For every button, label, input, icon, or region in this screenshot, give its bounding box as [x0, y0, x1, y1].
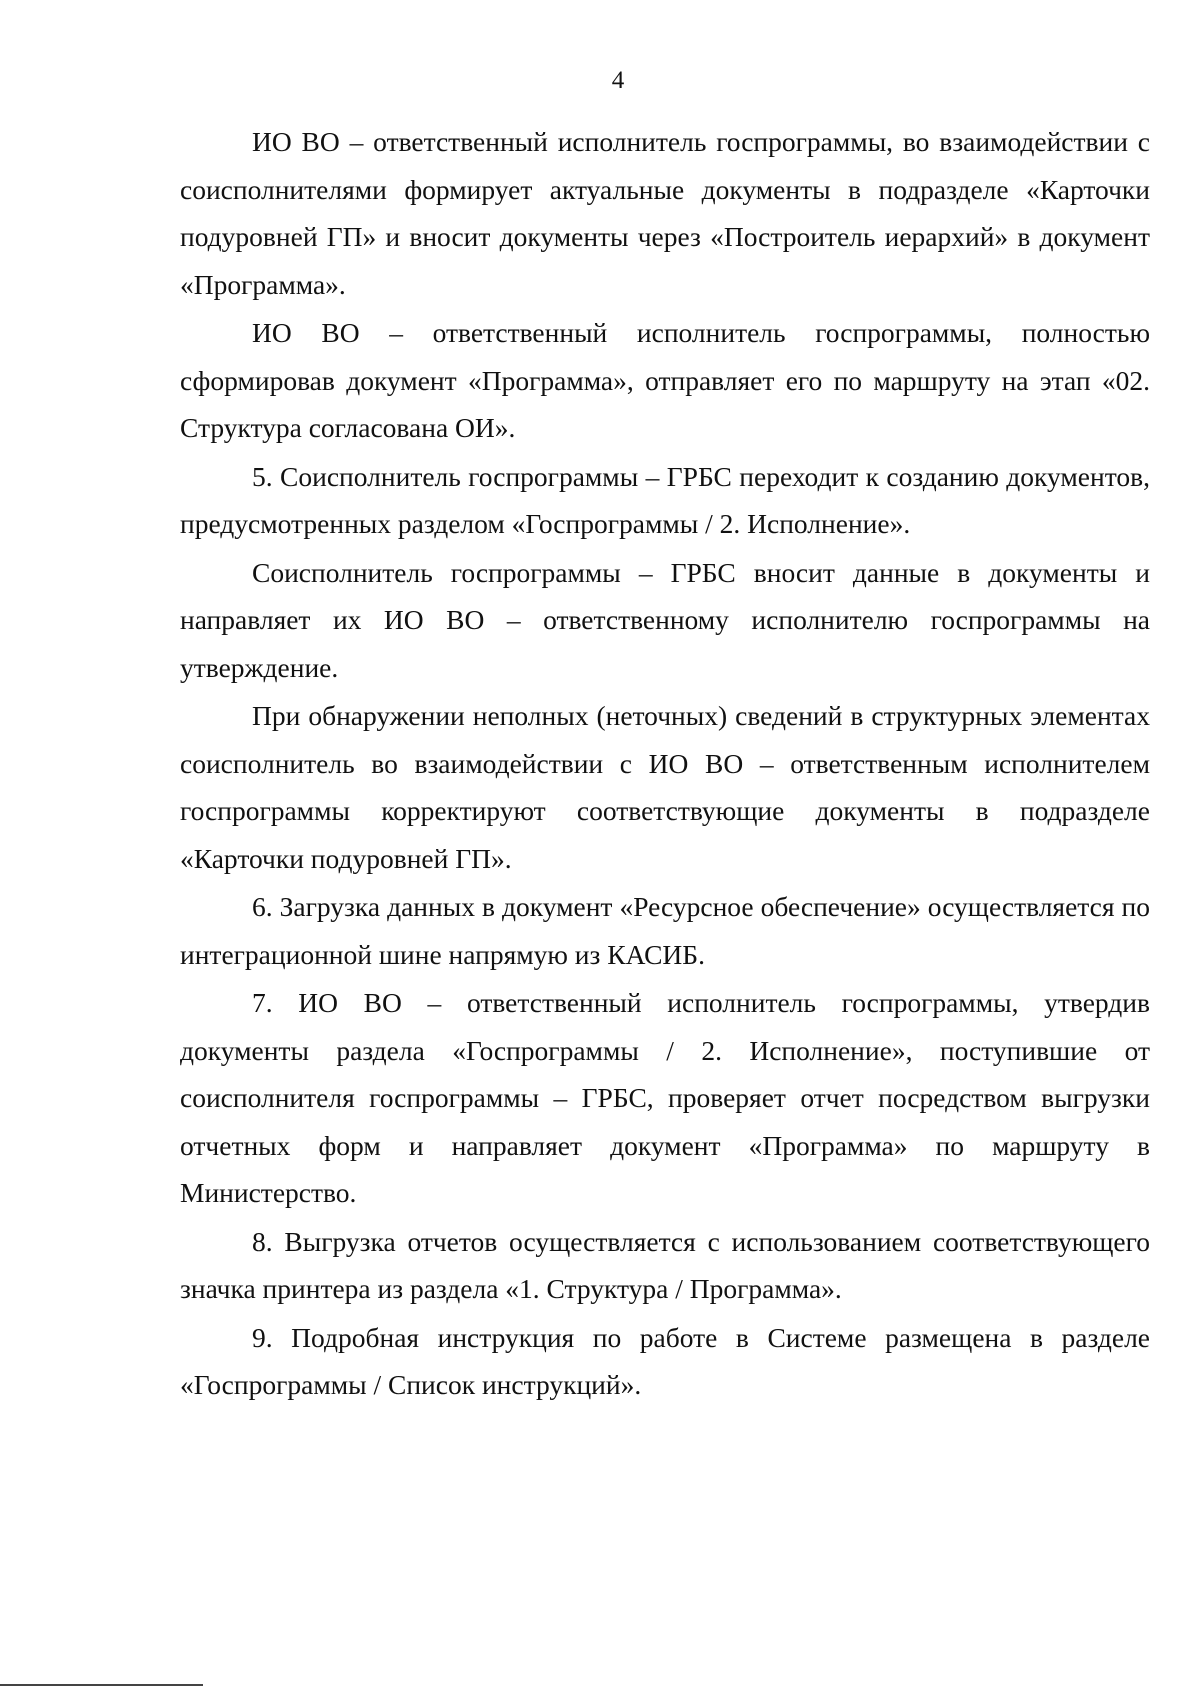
paragraph-item-6: 6. Загрузка данных в документ «Ресурсное обеспечение» осуществляется по интеграционной шине напрямую из КАСИБ. — [180, 891, 1150, 970]
page-number: 4 — [611, 67, 625, 94]
paragraph-item-7: 7. ИО ВО – ответственный исполнитель госпрограммы, утвердив документы раздела «Госпрограммы / 2. Исполнение», поступившие от соисполнителя госпрограммы – ГРБС, проверяет отчет посредством выгрузки отчетных форм и направляет документ «Программа» по маршруту в Министерство. — [180, 987, 1150, 1208]
paragraph-io-vo-sends-program: ИО ВО – ответственный исполнитель госпрограммы, полностью сформировав документ «Программа», отправляет его по маршруту на этап «02. Структура согласована ОИ». — [180, 317, 1150, 443]
document-body — [180, 118, 1150, 1410]
paragraph-item-8: 8. Выгрузка отчетов осуществляется с использованием соответствующего значка принтера из раздела «1. Структура / Программа». — [180, 1225, 1150, 1304]
paragraph-item-5: 5. Соисполнитель госпрограммы – ГРБС переходит к созданию документов, предусмотренных разделом «Госпрограммы / 2. Исполнение». — [180, 460, 1150, 539]
paragraph-incomplete-data: При обнаружении неполных (неточных) сведений в структурных элементах соисполнитель во взаимодействии с ИО ВО – ответственным исполнителем госпрограммы корректируют соответствующие документы в подразделе «Карточки подуровней ГП». — [180, 700, 1150, 874]
paragraph-item-9: 9. Подробная инструкция по работе в Системе размещена в разделе «Госпрограммы / Список инструкций». — [180, 1321, 1150, 1400]
footer-divider — [0, 1684, 203, 1686]
paragraph-grbs-enters-data: Соисполнитель госпрограммы – ГРБС вносит данные в документы и направляет их ИО ВО – ответственному исполнителю госпрограммы на утверждение. — [180, 556, 1150, 683]
paragraph-io-vo-forms-documents: ИО ВО – ответственный исполнитель госпрограммы, во взаимодействии с соисполнителями формирует актуальные документы в подразделе «Карточки подуровней ГП» и вносит документы через «Построитель иерархий» в документ «Программа». — [180, 126, 1150, 300]
